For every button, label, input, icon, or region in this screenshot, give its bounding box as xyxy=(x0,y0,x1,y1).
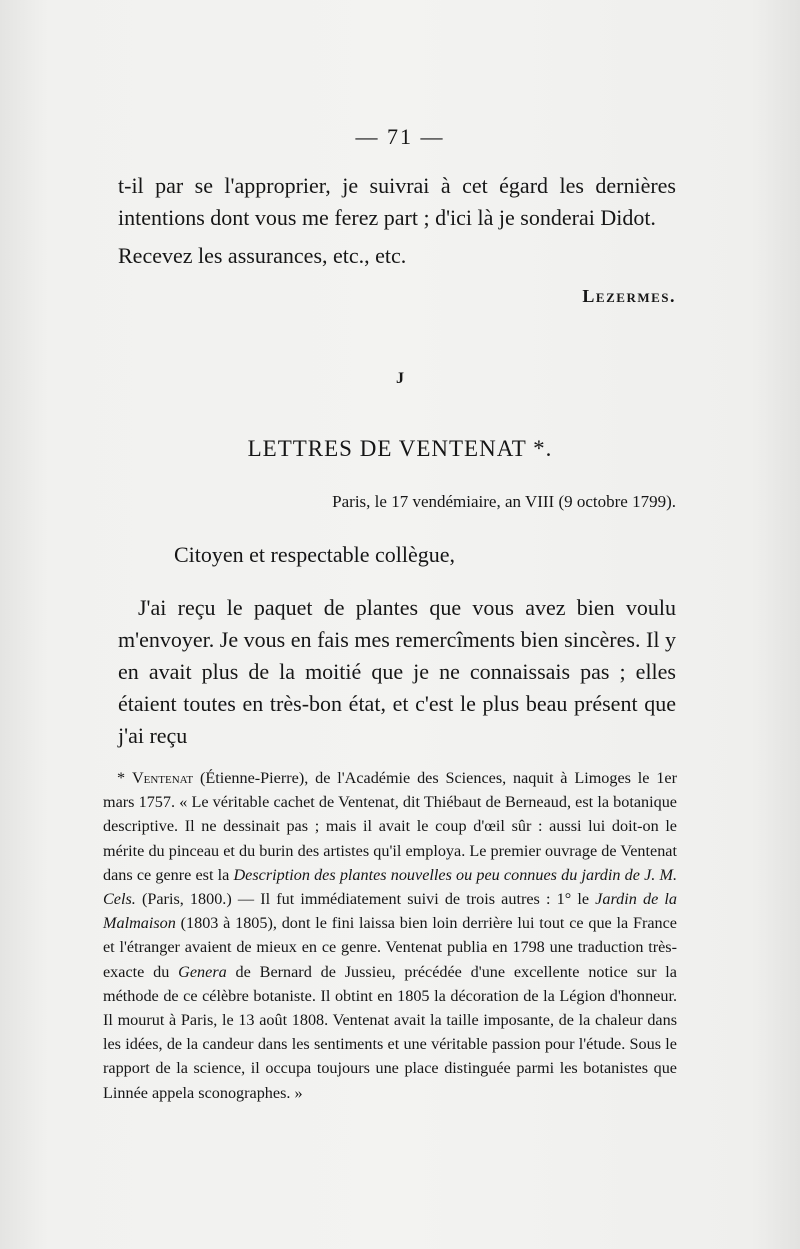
footnote xyxy=(103,766,677,1105)
letter-paragraph: J'ai reçu le paquet de plantes que vous avez bien voulu m'envoyer. Je vous en fais mes remercîments bien sincères. Il y en avait plus de la moitié que je ne connaissais pas ; elles étaient toutes en très-bon état, et c'est le plus beau présent que j'ai reçu xyxy=(118,595,676,748)
letter-body xyxy=(118,592,676,752)
footnote-italic-1: Description des plantes nouvelles ou peu connues du jardin de J. M. Cels. xyxy=(103,865,677,909)
footnote-text-3: (1803 à 1805), dont le fini laissa bien loin derrière lui tout ce que la France et l'étranger avaient de mieux en ce genre. Ventenat publia en 1798 une traduction très-exacte du xyxy=(103,914,677,981)
footnote-marker: * xyxy=(117,769,132,787)
footnote-text-1: (Étienne-Pierre), de l'Académie des Sciences, naquit à Limoges le 1er mars 1757. « Le véritable cachet de Ventenat, dit Thiébaut de Berneaud, est la botanique descriptive. Il ne dessinait pas ; mais il avait le coup d'œil sûr : aussi lui doit-on le mérite du pinceau et du burin des artistes qu'il employa. Le premier ouvrage de Ventenat dans ce genre est la xyxy=(103,769,677,884)
footnote-italic-2: Jardin de la Malmaison xyxy=(103,890,677,933)
section-title: LETTRES DE VENTENAT *. xyxy=(247,436,553,461)
footnote-paragraph xyxy=(103,766,677,1105)
signature: Lezermes. xyxy=(582,286,676,306)
top-text: t-il par se l'approprier, je suivrai à cet égard les dernières intentions dont vous me ferez part ; d'ici là je sonderai Didot. xyxy=(118,173,676,230)
page-number: — 71 — xyxy=(355,124,445,149)
salutation: Citoyen et respectable collègue, xyxy=(174,542,455,567)
closing-text: Recevez les assurances, etc., etc. xyxy=(118,243,407,268)
ornament: J xyxy=(396,370,404,387)
footnote-text-2: (Paris, 1800.) — Il fut immédiatement suivi de trois autres : 1° le xyxy=(135,890,596,909)
footnote-text-4: de Bernard de Jussieu, précédée d'une excellente notice sur la méthode de ce célèbre botaniste. Il obtint en 1805 la décoration de la Légion d'honneur. Il mourut à Paris, le 13 août 1808. Ventenat avait la taille imposante, de la chaleur dans les idées, de la candeur dans les sentiments et une véritable passion pour l'étude. Sous le rapport de la science, il occupa toujours une place distinguée parmi les botanistes que Linnée appela sconographes. » xyxy=(103,962,677,1102)
top-paragraph xyxy=(118,170,676,234)
dateline: Paris, le 17 vendémiaire, an VIII (9 octobre 1799). xyxy=(332,492,676,511)
footnote-name: Ventenat xyxy=(131,769,194,787)
footnote-italic-3: Genera xyxy=(178,962,227,981)
closing-line xyxy=(118,240,676,272)
